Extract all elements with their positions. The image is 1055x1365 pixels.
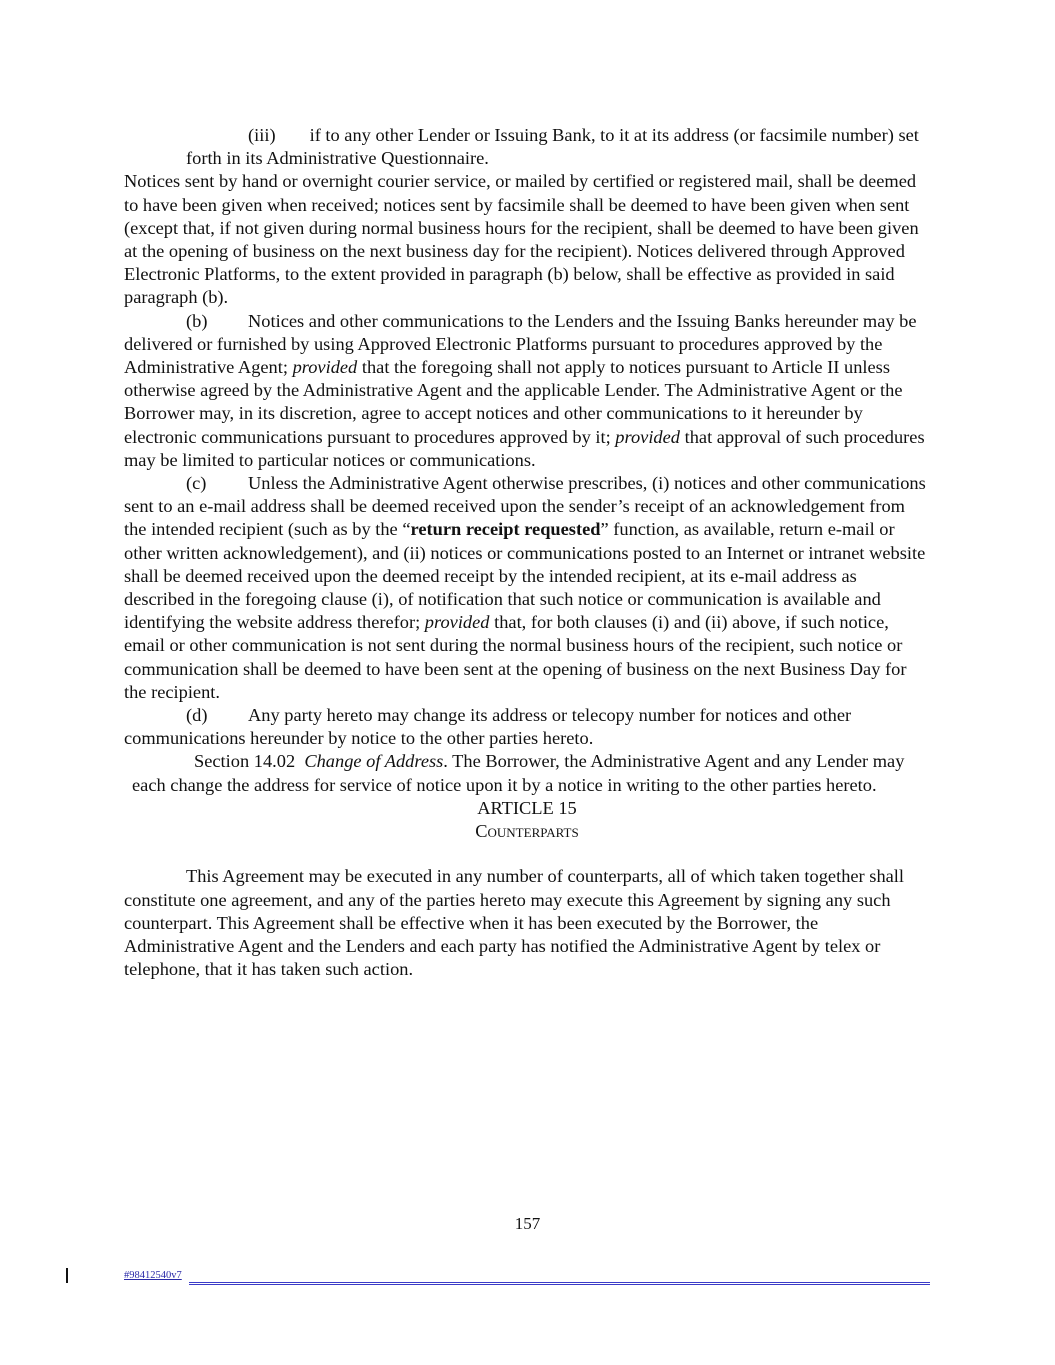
clause-b-text-3: that approval of such procedures may be limited to particular notices or communications.	[124, 426, 925, 470]
clause-c-marker: (c)	[186, 473, 207, 494]
section-number: Section 14.02	[194, 751, 296, 772]
clause-b-provided-1: provided	[292, 357, 358, 378]
clause-c-text-3: that, for both clauses (i) and (ii) above, if such notice, email or other communication is not sent during the normal business hours of the recipient, such notice or communication shall be deemed to have been sent at the opening of business on the next Business Day for the recipient.	[124, 612, 907, 702]
article-title: ARTICLE 15	[477, 797, 577, 818]
clause-c-provided: provided	[424, 612, 490, 633]
revision-bar	[66, 1268, 68, 1283]
footer-rule	[189, 1282, 930, 1285]
clause-b-marker: (b)	[186, 310, 208, 331]
clause-iii	[124, 124, 930, 170]
notices-paragraph: Notices sent by hand or overnight courier service, or mailed by certified or registered mail, shall be deemed to have been given when received; notices sent by facsimile shall be deemed to have been given when sent (except that, if not given during normal business hours for the recipient, shall be deemed to have been given at the opening of business on the next business day for the recipient). Notices delivered through Approved Electronic Platforms, to the extent provided in paragraph (b) below, shall be effective as provided in said paragraph (b).	[124, 171, 919, 308]
clause-c-text-1: Unless the Administrative Agent otherwise prescribes, (i) notices and other communications sent to an e-mail address shall be deemed received upon the sender’s receipt of an acknowledgement from the intended recipient (such as by the “	[124, 473, 926, 540]
section-14-02	[124, 750, 930, 796]
counterparts-paragraph: This Agreement may be executed in any number of counterparts, all of which taken together shall constitute one agreement, and any of the parties hereto may execute this Agreement by signing any such counterpart. This Agreement shall be effective when it has been executed by the Borrower, the Administrative Agent and the Lenders and each party has notified the Administrative Agent by telex or telephone, that it has taken such action.	[124, 866, 905, 980]
clause-b-provided-2: provided	[615, 426, 680, 447]
article-subtitle: Counterparts	[475, 821, 579, 842]
clause-c	[124, 472, 930, 704]
article-heading	[124, 797, 930, 843]
document-page	[124, 124, 930, 981]
clause-iii-text: if to any other Lender or Issuing Bank, to it at its address (or facsimile number) set forth in its Administrative Questionnaire.	[186, 125, 919, 169]
document-id: #98412540v7	[124, 1270, 182, 1281]
section-title: Change of Address	[304, 751, 444, 772]
clause-b-text-2: that the foregoing shall not apply to notices pursuant to Article II unless otherwise agreed by the Administrative Agent and the applicable Lender. The Administrative Agent or the Borrower may, in its discretion, agree to accept notices and other communications to it hereunder by electronic communications pursuant to procedures approved by it;	[124, 357, 903, 447]
page-number: 157	[514, 1214, 541, 1233]
clause-c-text-2: ” function, as available, return e-mail or other written acknowledgement), and (ii) notices or communications posted to an Internet or intranet website shall be deemed received upon the deemed receipt by the intended recipient, at its e-mail address as described in the foregoing clause (i), of notification that such notice or communication is available and identifying the website address therefor;	[124, 519, 926, 633]
clause-d	[124, 704, 930, 750]
clause-iii-marker: (iii)	[248, 125, 276, 145]
clause-b-text-1: Notices and other communications to the Lenders and the Issuing Banks hereunder may be delivered or furnished by using Approved Electronic Platforms pursuant to procedures approved by the Administrative Agent;	[124, 310, 917, 378]
clause-b	[124, 310, 930, 472]
clause-c-bold-term: return receipt requested	[410, 519, 601, 540]
clause-d-marker: (d)	[186, 705, 208, 726]
clause-d-text: Any party hereto may change its address or telecopy number for notices and other communications hereunder by notice to the other parties hereto.	[124, 705, 852, 749]
section-text: . The Borrower, the Administrative Agent and any Lender may each change the address for service of notice upon it by a notice in writing to the other parties hereto.	[132, 751, 905, 795]
